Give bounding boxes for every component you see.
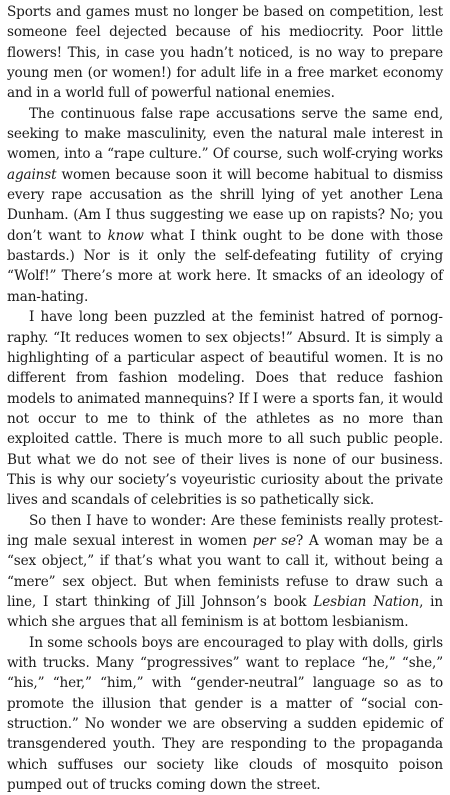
paragraph-4 [7,511,443,633]
book-title-lesbian-nation: Lesbian Nation [313,593,420,610]
paragraph-3 [7,307,443,510]
document-page [7,2,443,795]
emphasis-against: against [7,166,57,183]
paragraph-2 [7,104,443,307]
paragraph-3-text: I have long been puzzled at the feminist hatred of pornography. “It reduces women to sex objects!” Absurd. It is simply a highlighting of a particular aspect of beautiful women. It is no different from fashion modeling. Does that reduce fashion models to animated mannequins? If I were a sports fan, it would not occur to me to think of the athletes as no more than exploited cattle. There is much more to all such public people. But what we do not see of their lives is none of our business. This is why our society’s voyeuristic curiosity about the private lives and scandals of celebrities is so pathetically sick. [7,309,443,509]
paragraph-1-text: Sports and games must no longer be based on competition, lest someone feel dejected because of his mediocrity. Poor little flowers! This, in case you hadn’t noticed, is no way to prepare young men (or women!) for adult life in a free market economy and in a world full of powerful national enemies. [7,4,443,102]
paragraph-4-text-a: So then I have to wonder: Are these feminists really protesting male sexual interest in women [7,512,443,549]
emphasis-know: know [107,227,144,244]
paragraph-1 [7,2,443,104]
paragraph-5 [7,633,443,795]
paragraph-2-text-b: women because soon it will become habitual to dismiss every rape accusation as the shrill lying of yet another Lena Dunham. (Am I thus suggesting we ease up on rapists? No; you don’t want to [7,166,443,244]
emphasis-per-se: per se [252,532,296,549]
paragraph-2-text-a: The continuous false rape accusations serve the same end, seeking to make masculinity, even the natural male interest in women, into a “rape culture.” Of course, such wolf-crying works [7,105,443,163]
paragraph-2-text-c: what I think ought to be done with those bastards.) Nor is it only the self-defeating futility of crying “Wolf!” There’s more at work here. It smacks of an ideology of man-hating. [7,227,443,305]
paragraph-5-text: In some schools boys are encouraged to play with dolls, girls with trucks. Many “progressives” want to replace “he,” “she,” “his,” “her,” “him,” with “gender-neutral” language so as to promote the illusion that gender is a matter of “social construction.” No wonder we are observing a sudden epidemic of transgendered youth. They are responding to the propaganda which suffuses our society like clouds of mosquito poison pumped out of trucks coming down the street. [7,634,443,794]
paragraph-4-text-b: ? A woman may be a “sex object,” if that’s what you want to call it, without being a “mere” sex object. But when feminists refuse to draw such a line, I start thinking of Jill Johnson’s book [7,532,443,610]
paragraph-4-text-c: , in which she argues that all feminism is at bottom lesbianism. [7,593,443,631]
